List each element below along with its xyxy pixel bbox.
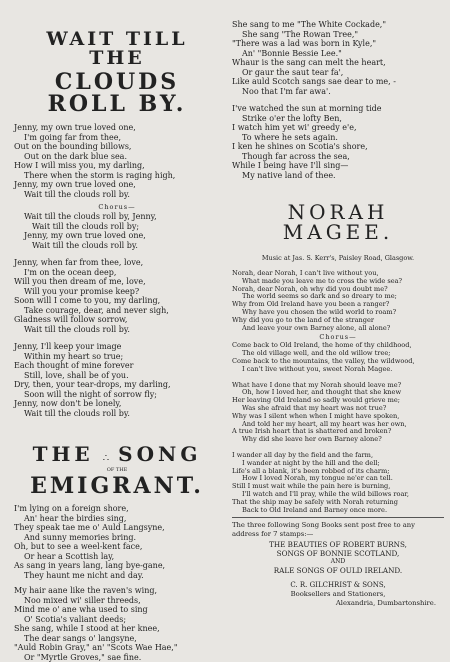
verse-line: Still I must wait while the pain here is burning, — [232, 483, 444, 491]
verse-line: They haunt me nicht and day. — [14, 571, 220, 581]
verse-line: An' hear the birdies sing, — [14, 514, 220, 524]
stanza-1 — [14, 123, 220, 199]
verse-line: Noo that I'm far awa'. — [232, 87, 444, 97]
verse-line: And sunny memories bring. — [14, 533, 220, 543]
emigrant-stanza-2 — [14, 586, 220, 662]
verse-line: My native land of thee. — [232, 171, 444, 181]
verse-line: Oh, how I loved her, and thought that she knew — [232, 389, 444, 397]
verse-line: An' "Bonnie Bessie Lee." — [232, 49, 444, 59]
verse-line: Soon will I come to you, my darling, — [14, 296, 220, 306]
verse-line: She sang to me "The White Cockade," — [232, 20, 444, 30]
emigrant-stanza-1 — [14, 504, 220, 580]
verse-line: I watch him yet wi' greedy e'e, — [232, 123, 444, 133]
verse-line: "There was a lad was born in Kyle," — [232, 39, 444, 49]
publisher-name: C. R. GILCHRIST & SONS, — [232, 581, 444, 590]
verse-line: What have I done that my Norah should leave me? — [232, 382, 444, 390]
stanza-2 — [14, 258, 220, 334]
advert-intro: The three following Song Books sent post free to any address for 7 stamps:— — [232, 521, 444, 538]
verse-line: And told her my heart, all my heart was her own, — [232, 421, 444, 429]
divider — [232, 517, 444, 518]
verse-line: Whaur is the sang can melt the heart, — [232, 58, 444, 68]
verse-line: They speak tae me o' Auld Langsyne, — [14, 523, 220, 533]
book-1: THE BEAUTIES OF ROBERT BURNS, — [232, 540, 444, 549]
verse-line: I ken he shines on Scotia's shore, — [232, 142, 444, 152]
verse-line: Why did you go to the land of the stranger — [232, 317, 444, 325]
verse-line: While I being have I'll sing— — [232, 161, 444, 171]
verse-line: The dear sangs o' langsyne, — [14, 634, 220, 644]
verse-line: Jenny, my own true loved one, — [14, 231, 220, 241]
verse-line: I wander all day by the field and the farm, — [232, 452, 444, 460]
verse-line: Wait till the clouds roll by. — [14, 190, 220, 200]
verse-line: I'm lying on a foreign shore, — [14, 504, 220, 514]
verse-line: Dry, then, your tear-drops, my darling, — [14, 380, 220, 390]
verse-line: Or gaur the saut tear fa', — [232, 68, 444, 78]
verse-line: Out on the dark blue sea. — [14, 152, 220, 162]
verse-line: Norah, dear Norah, I can't live without you, — [232, 270, 444, 278]
verse-line: Gladness will follow sorrow, — [14, 315, 220, 325]
verse-line: "Auld Robin Gray," an' "Scots Wae Hae," — [14, 643, 220, 653]
left-column — [14, 0, 220, 662]
publisher-place: Alexandria, Dumbartonshire. — [232, 599, 444, 608]
verse-line: Was she afraid that my heart was not true? — [232, 405, 444, 413]
verse-line: How I will miss you, my darling, — [14, 161, 220, 171]
verse-line: Oh, but to see a weel-kent face, — [14, 542, 220, 552]
verse-line: Jenny, now don't be lonely, — [14, 399, 220, 409]
title-song: SONG — [118, 442, 201, 466]
verse-line: Still, love, shall be of you. — [14, 371, 220, 381]
verse-line: Why did she leave her own Barney alone? — [232, 436, 444, 444]
music-note: Music at Jas. S. Kerr's, Paisley Road, Glasgow. — [232, 254, 444, 262]
publisher-trade: Booksellers and Stationers, — [232, 590, 444, 599]
verse-line: I wander at night by the hill and the dell; — [232, 460, 444, 468]
emigrant-title-line1 — [14, 444, 220, 465]
verse-line: O' Scotia's valiant deeds; — [14, 615, 220, 625]
song-title-line2: CLOUDS ROLL BY. — [14, 71, 220, 115]
norah-title: NORAH MAGEE. — [232, 202, 444, 242]
norah-stanza-2 — [232, 382, 444, 444]
of-the-label: OF THE — [14, 466, 220, 474]
verse-line: Though far across the sea, — [232, 152, 444, 162]
verse-line: Out on the bounding billows, — [14, 142, 220, 152]
verse-line: Jenny, I'll keep your image — [14, 342, 220, 352]
verse-line: Will you your promise keep? — [14, 287, 220, 297]
norah-chorus — [232, 342, 444, 373]
song-title-line1: WAIT TILL THE — [14, 30, 220, 68]
verse-line: Wait till the clouds roll by; — [14, 222, 220, 232]
verse-line: Mind me o' ane wha used to sing — [14, 605, 220, 615]
verse-line: Come back to Old Ireland, the home of thy childhood, — [232, 342, 444, 350]
right-column — [232, 0, 444, 608]
verse-line: Within my heart so true; — [14, 352, 220, 362]
verse-line: She sang "The Rowan Tree," — [232, 30, 444, 40]
emigrant-title-line2: EMIGRANT. — [14, 475, 220, 497]
verse-line: The world seems so dark and so dreary to me; — [232, 293, 444, 301]
verse-line: I'm on the ocean deep, — [14, 268, 220, 278]
verse-line: I've watched the sun at morning tide — [232, 104, 444, 114]
verse-line: I'll watch and I'll pray, while the wild billows roar, — [232, 491, 444, 499]
verse-line: Soon will the night of sorrow fly; — [14, 390, 220, 400]
and-label: AND — [232, 558, 444, 566]
verse-line: And leave your own Barney alone, all alone? — [232, 325, 444, 333]
verse-line: She sang, while I stood at her knee, — [14, 624, 220, 634]
verse-line: Will you then dream of me, love, — [14, 277, 220, 287]
title-the: THE — [33, 442, 94, 466]
book-2: SONGS OF BONNIE SCOTLAND, — [232, 549, 444, 558]
verse-line: Norah, dear Norah, oh why did you doubt me? — [232, 286, 444, 294]
norah-stanza-3 — [232, 452, 444, 514]
verse-line: Take courage, dear, and never sigh, — [14, 306, 220, 316]
norah-chorus-label: Chorus— — [232, 332, 444, 342]
verse-line: The old village well, and the old willow tree; — [232, 350, 444, 358]
verse-line: Wait till the clouds roll by, Jenny, — [14, 212, 220, 222]
verse-line: Her leaving Old Ireland so sadly would grieve me; — [232, 397, 444, 405]
verse-line: Life's all a blank, it's been robbed of its charm; — [232, 468, 444, 476]
book-3: RALE SONGS OF OULD IRELAND. — [232, 566, 444, 575]
verse-line: Or "Myrtle Groves," sae fine. — [14, 653, 220, 662]
chorus-label: Chorus— — [14, 202, 220, 212]
verse-line: Why have you chosen the wild world to roam? — [232, 309, 444, 317]
verse-line: How I loved Norah, my tongue ne'er can tell. — [232, 475, 444, 483]
verse-line: Each thought of mine forever — [14, 361, 220, 371]
verse-line: I'm going far from thee, — [14, 133, 220, 143]
verse-line: Noo mixed wi' siller threeds, — [14, 596, 220, 606]
verse-line: As sang in years lang, lang bye-gane, — [14, 561, 220, 571]
verse-line: Why from Old Ireland have you been a ranger? — [232, 301, 444, 309]
stanza-3 — [14, 342, 220, 418]
verse-line: Or hear a Scottish lay, — [14, 552, 220, 562]
emigrant-stanza-4 — [232, 104, 444, 180]
verse-line: Why was I silent when when I might have spoken, — [232, 413, 444, 421]
verse-line: Like auld Scotch sangs sae dear to me, - — [232, 77, 444, 87]
verse-line: Jenny, my own true loved one, — [14, 180, 220, 190]
emigrant-stanza-3 — [232, 20, 444, 96]
triangle-dots-ornament: ∴ — [103, 453, 109, 464]
verse-line: What made you leave me to cross the wide sea? — [232, 278, 444, 286]
verse-line: Strike o'er the lofty Ben, — [232, 114, 444, 124]
verse-line: My hair aane like the raven's wing, — [14, 586, 220, 596]
verse-line: Wait till the clouds roll by. — [14, 325, 220, 335]
verse-line: Come back to the mountains, the valley, the wildwood, — [232, 358, 444, 366]
verse-line: A true Irish heart that is shattered and broken? — [232, 428, 444, 436]
chorus — [14, 212, 220, 250]
verse-line: There when the storm is raging high, — [14, 171, 220, 181]
verse-line: Wait till the clouds roll by. — [14, 409, 220, 419]
norah-stanza-1 — [232, 270, 444, 332]
verse-line: Jenny, when far from thee, love, — [14, 258, 220, 268]
verse-line: That the ship may be safely with Norah returning — [232, 499, 444, 507]
verse-line: Wait till the clouds roll by. — [14, 241, 220, 251]
verse-line: I can't live without you, sweet Norah Magee. — [232, 366, 444, 374]
verse-line: To where he sets again. — [232, 133, 444, 143]
verse-line: Jenny, my own true loved one, — [14, 123, 220, 133]
verse-line: Back to Old Ireland and Barney once more. — [232, 507, 444, 515]
